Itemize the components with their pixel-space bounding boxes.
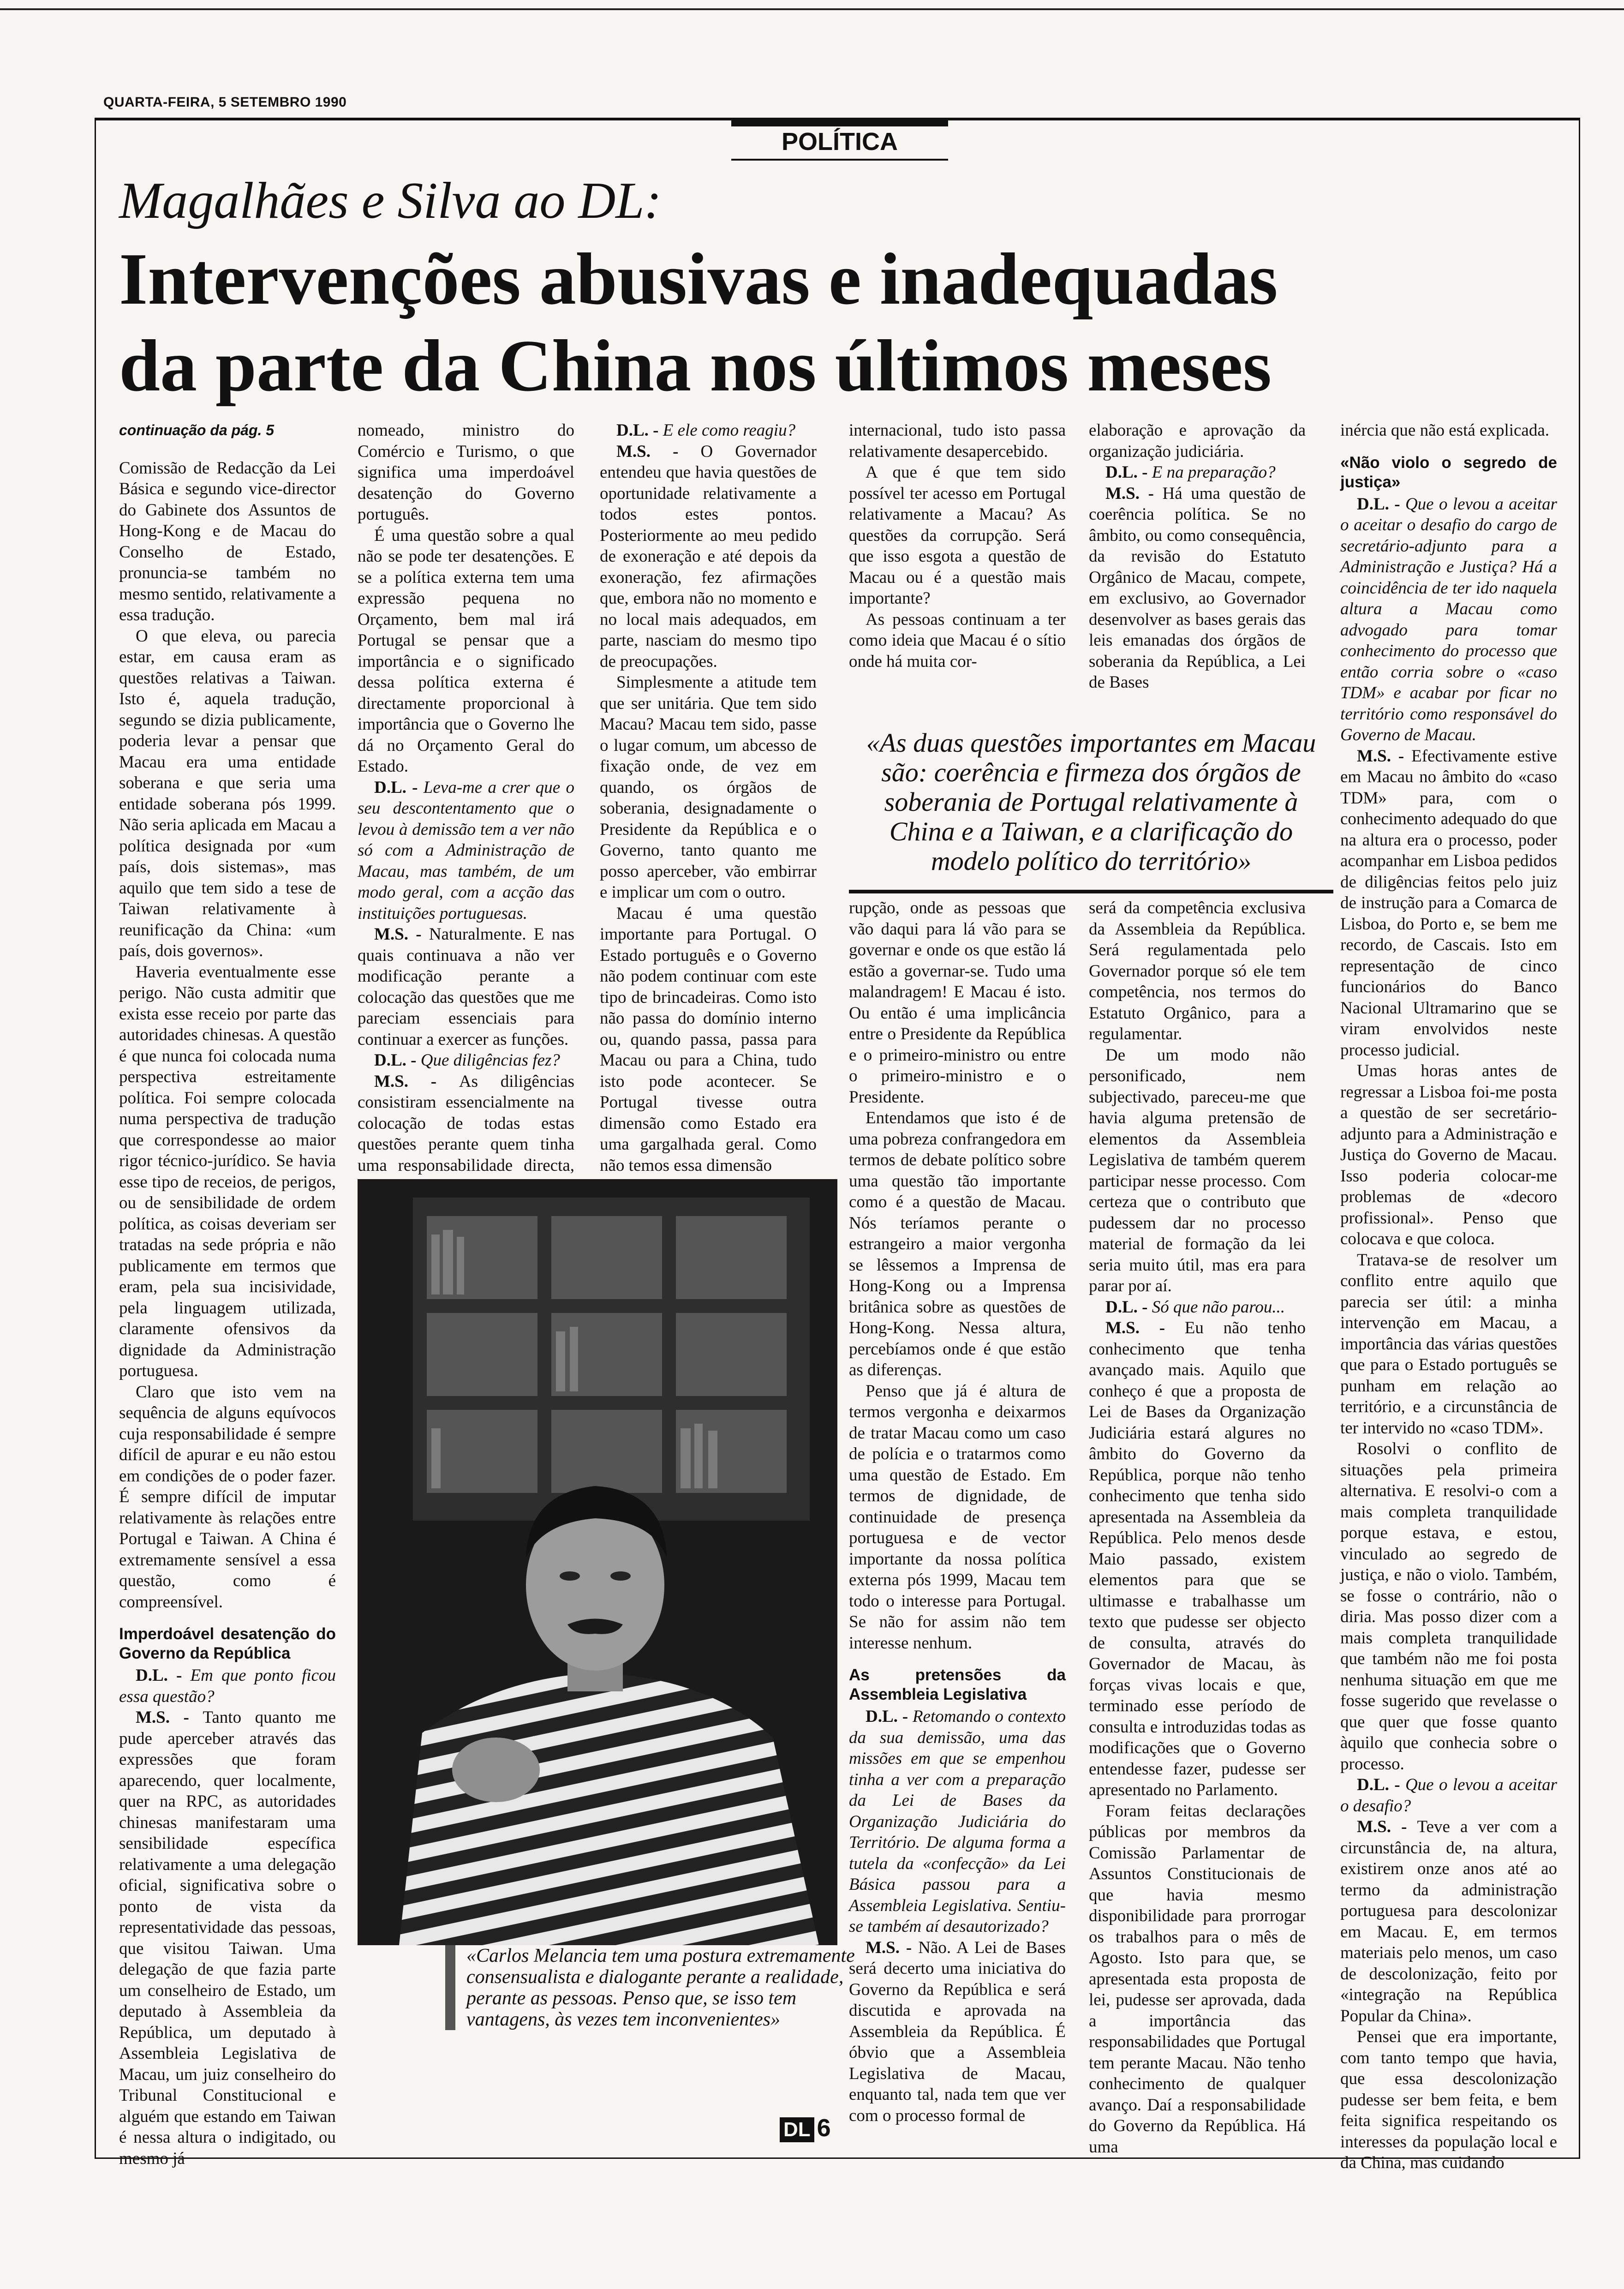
speaker-label: M.S. - xyxy=(1105,1318,1185,1337)
question-text: Em que ponto ficou essa questão? xyxy=(119,1666,336,1706)
headline-line-1: Intervenções abusivas e inadequadas xyxy=(119,238,1278,320)
speaker-label: M.S. - xyxy=(1105,484,1163,503)
question-text: E ele como reagiu? xyxy=(663,421,796,440)
answer-paragraph xyxy=(1089,483,1306,693)
answer-text: Tanto quanto me pude aperceber através das expressões que foram aparecendo, quer localmente, quer na RPC, as autoridades chinesas manifestaram uma sensibilidade específica relativamente a uma delegação oficial, significativa sobre o ponto de vista da representatividade das pessoas, que visitou Taiwan. Uma delegação de que fazia parte um conselheiro de Estado, um deputado à Assembleia da República, um deputado à Assembleia Legislativa de Macau, um juiz conselheiro do Tribunal Constitucional e alguém que estando em Taiwan é nessa altura o indigitado, ou mesmo já xyxy=(119,1708,336,2168)
pull-quote: «As duas questões importantes em Macau são: coerência e firmeza dos órgãos de soberania de Portugal relativamente à China e a Taiwan, e a clarificação do modelo político do território» xyxy=(849,720,1333,893)
answer-text: Naturalmente. E nas quais continuava a não ver modificação perante a colocação das questões que me pareciam essenciais para continuar a exercer as funções. xyxy=(358,925,574,1049)
subheading: «Não violo o segredo de justiça» xyxy=(1340,453,1557,491)
speaker-label: D.L. - xyxy=(1357,494,1405,514)
headline-line-2: da parte da China nos últimos meses xyxy=(119,324,1272,407)
speaker-label: D.L. - xyxy=(1105,463,1152,482)
question-text: Que o levou a aceitar o aceitar o desafio do cargo de secretário-adjunto para a Administração e Justiça? Há a coincidência de ter ido naquela altura a Macau como advogado para tomar conhecimento do processo que então corria sobre o «caso TDM» e acabar por ficar no território como responsável do Governo de Macau. xyxy=(1340,494,1557,744)
question-paragraph xyxy=(119,1665,336,1707)
section-label: POLÍTICA xyxy=(731,120,948,161)
question-paragraph xyxy=(1089,1297,1306,1318)
speaker-label: M.S. - xyxy=(866,1938,919,1957)
subheading: Imperdoável desatenção do Governo da República xyxy=(119,1625,336,1662)
article-column-5-bottom xyxy=(1089,898,1306,2157)
speaker-label: M.S. - xyxy=(374,925,429,944)
article-headline xyxy=(119,235,1568,409)
question-text: Retomando o contexto da sua demissão, uma das missões em que se empenhou tinha a ver com a preparação da Lei de Bases da Organização Judiciária do Território. De alguma forma a tutela da «confecção» da Lei Básica passou para a Assembleia Legislativa. Sentiu-se também aí desautorizado? xyxy=(849,1707,1066,1936)
photo-illustration xyxy=(358,1179,837,1945)
paragraph: inércia que não está explicada. xyxy=(1340,421,1550,440)
page-frame-left xyxy=(95,118,96,2157)
paragraph: O que eleva, ou parecia estar, em causa eram as questões relativas a Taiwan. Isto é, aquela tradução, segundo se dizia publicamente, poderia levar a pensar que Macau era uma entidade soberana e que seria uma entidade soberana pós 1999. Não seria aplicada em Macau a política designada por «um país, dois sistemas», mas aquilo que tem sido a tese de Taiwan relativamente à reunificação da China: «um país, dois governos». xyxy=(119,626,336,960)
paragraph: Umas horas antes de regressar a Lisboa foi-me posta a questão de ser secretário-adjunto para a Administração e Justiça do Governo de Macau. Isso poderia colocar-me problemas de «decoro profissional». Penso que colocava e que coloca. xyxy=(1340,1061,1557,1248)
paragraph: As pessoas continuam a ter como ideia que Macau é o sítio onde há muita cor- xyxy=(849,610,1066,671)
speaker-label: D.L. - xyxy=(1357,1775,1405,1794)
issue-date: QUARTA-FEIRA, 5 SETEMBRO 1990 xyxy=(103,95,347,110)
speaker-label: M.S. - xyxy=(1357,746,1412,766)
question-text: Só que não parou... xyxy=(1152,1297,1285,1317)
answer-text: Efectivamente estive em Macau no âmbito do «caso TDM» para, com o conhecimento adequado do que na altura era o processo, poder acompanhar em Lisboa pedidos de diligências feitos pelo juiz de instrução para a Comarca de Lisboa, do Porto e, se bem me recordo, de Cascais. Isto em representação de cinco funcionários do Banco Nacional Ultramarino que se viram envolvidos neste processo judicial. xyxy=(1340,746,1557,1060)
paragraph: será da competência exclusiva da Assembleia da República. Será regulamentada pelo Governador porque só ele tem competência, nos termos do Estatuto Orgânico, para a regulamentar. xyxy=(1089,899,1306,1043)
speaker-label: D.L. - xyxy=(374,1051,421,1070)
paragraph: Simplesmente a atitude tem que ser unitária. Que tem sido Macau? Macau tem sido, passe o lugar comum, um abcesso de fixação onde, de vez em quando, os órgãos de soberania, designadamente o Presidente da República e o Governo, tanto quanto me posso aperceber, vão embirrar e implicar um com o outro. xyxy=(600,673,817,902)
question-text: E na preparação? xyxy=(1152,463,1276,482)
paragraph: Entendamos que isto é de uma pobreza confrangedora em termos de debate político sobre uma questão tão importante como é a questão de Macau. Nós teríamos perante o estrangeiro a maior vergonha se lêssemos a Imprensa de Hong-Kong ou a Imprensa britânica sobre as questões de Hong-Kong. Nessa altura, percebíamos onde é que estão as diferenças. xyxy=(849,1109,1066,1379)
answer-text: Há uma questão de coerência política. Se no âmbito, ou como consequência, da revisão do Estatuto Orgânico de Macau, compete, em exclusivo, ao Governador desenvolver as bases gerais das leis emanadas dos órgãos de soberania da República, a Lei de Bases xyxy=(1089,484,1306,692)
article-column-5-top xyxy=(1089,420,1306,693)
paragraph: A que é que tem sido possível ter acesso em Portugal relativamente a Macau? As questões da corrupção. Será que isso esgota a questão de Macau ou é a questão mais importante? xyxy=(849,463,1066,608)
answer-paragraph xyxy=(358,924,574,1050)
question-paragraph xyxy=(600,420,817,441)
answer-text: Eu não tenho conhecimento que tenha avançado mais. Aquilo que conheço é que a proposta de Lei de Bases da Organização Judiciária estará algures no âmbito do Governo da República, porque não tenho conhecimento que tenha sido apresentada na Assembleia da República. Pelo menos desde Maio passado, existem elementos para que se ultimasse e trabalhasse um texto que pudesse ser objecto de consulta, através do Governador de Macau, às forças vivas locais e que, terminado esse período de consulta e introduzidas todas as modificações que o Governo entendesse fazer, pudesse ser apresentado no Parlamento. xyxy=(1089,1318,1306,1799)
answer-text: Teve a ver com a circunstância de, na altura, existirem onze anos até ao termo da administração portuguesa para descolonizar em Macau. E, em termos materiais pelo menos, um caso de descolonização, feito por «integração na República Popular da China». xyxy=(1340,1817,1557,2025)
answer-paragraph xyxy=(849,1937,1066,2127)
article-column-2 xyxy=(358,420,574,1218)
answer-paragraph xyxy=(1340,746,1557,1061)
speaker-label: D.L. - xyxy=(136,1666,191,1685)
answer-text: O Governador entendeu que havia questões de oportunidade relativamente a todos estes pontos. Posteriormente ao meu pedido de exoneração e até depois da exoneração, fez afirmações que, embora não no momento e no local mais adequados, em parte, nasciam do mesmo tipo de preocupações. xyxy=(600,442,817,671)
newspaper-logo: DL xyxy=(780,2117,814,2142)
question-paragraph xyxy=(1340,494,1557,746)
paragraph: Penso que já é altura de termos vergonha e deixarmos de tratar Macau como um caso de polícia e o tratarmos como uma questão de Estado. Em termos de dignidade, de continuidade de presença portuguesa e de vector importante da nossa política externa pós 1999, Macau tem todo o interesse para Portugal. Se não for assim não tem interesse nenhum. xyxy=(849,1381,1066,1653)
paragraph: Comissão de Redacção da Lei Básica e segundo vice-director do Gabinete dos Assuntos de Hong-Kong e de Macau do Conselho de Estado, pronuncia-se também no mesmo sentido, relativamente a essa tradução. xyxy=(119,458,336,624)
paragraph: Pensei que era importante, com tanto tempo que havia, que essa descolonização pudesse ser bem feita, e bem feita significa respeitando os interesses da população local e da China, mas cuidando xyxy=(1340,2027,1557,2172)
answer-text: As diligências consistiram essencialmente na colocação de todas estas questões perante quem tinha uma responsabilidade directa, xyxy=(358,1072,575,1175)
article-kicker: Magalhães e Silva ao DL: xyxy=(119,172,662,229)
article-column-3 xyxy=(600,420,817,1176)
speaker-label: M.S. - xyxy=(616,442,701,461)
paragraph: De um modo não personificado, nem subjectivado, pareceu-me que havia alguma pretensão de elementos da Assembleia Legislativa de também querem participar nesse processo. Com certeza que o contributo que pudessem dar no processo material de formação da lei seria muito útil, mas era para parar por aí. xyxy=(1089,1045,1306,1295)
paragraph: Haveria eventualmente esse perigo. Não custa admitir que exista esse receio por parte das autoridades chinesas. A questão é que nunca foi colocada numa perspectiva estreitamente política. Foi sempre colocada numa perspectiva de tradução que correspondesse ao maior rigor técnico-jurídico. Se havia esse tipo de receios, de perigos, ou de sensibilidade de ordem política, as coisas deveriam ser tratadas na sede própria e não publicamente em termos que eram, pela sua incisividade, pela linguagem utilizada, claramente ofensivos da dignidade da Administração portuguesa. xyxy=(119,962,336,1380)
page-folio xyxy=(780,2114,831,2142)
paragraph: nomeado, ministro do Comércio e Turismo, o que significa uma imperdoável desatenção do Governo português. xyxy=(358,421,574,524)
answer-paragraph xyxy=(1089,1318,1306,1801)
paragraph: É uma questão sobre a qual não se pode ter desatenções. E se a política externa tem uma expressão pequena no Orçamento, bem mal irá Portugal se pensar que a importância e o significado dessa política externa é directamente proporcional à importância que o Governo lhe dá no Orçamento Geral do Estado. xyxy=(358,526,574,776)
paragraph: Tratava-se de resolver um conflito entre aquilo que parecia ser útil: a minha intervenção em Macau, a importância das várias questões que para o Estado português se punham em relação ao território, e a circunstância de ter intervido no «caso TDM». xyxy=(1340,1250,1557,1438)
speaker-label: M.S. - xyxy=(1357,1817,1417,1836)
question-paragraph xyxy=(849,1706,1066,1937)
paragraph: internacional, tudo isto passa relativamente desapercebido. xyxy=(849,421,1066,461)
paragraph: Claro que isto vem na sequência de alguns equívocos cuja responsabilidade é sempre difícil de apurar e eu não estou em condições de o poder fazer. É sempre difícil de imputar relativamente às relações entre Portugal e Taiwan. A China é extremamente sensível a essa questão, como é compreensível. xyxy=(119,1382,336,1612)
paragraph: Rosolvi o conflito de situações pela primeira alternativa. E resolvi-o com a mais completa tranquilidade porque estava, e estou, vinculado ao segredo de justiça, e não o violo. Também, se fosse o contrário, não o diria. Mas posso dizer com a mais completa tranquilidade que também não me foi posta nenhuma situação em que me fosse sugerido que revelasse o que quer que fosse quanto àquilo que conhecia sobre o processo. xyxy=(1340,1439,1557,1774)
continuation-note: continuação da pág. 5 xyxy=(119,422,275,438)
speaker-label: D.L. - xyxy=(866,1707,913,1726)
article-column-6 xyxy=(1340,420,1557,2174)
speaker-label: D.L. - xyxy=(374,778,424,797)
speaker-label: M.S. - xyxy=(136,1708,203,1727)
answer-paragraph xyxy=(119,1707,336,2169)
interviewee-photo xyxy=(358,1179,837,1945)
answer-paragraph xyxy=(1340,1816,1557,2026)
question-paragraph xyxy=(1089,462,1306,483)
question-text: Que o levou a aceitar o desafio? xyxy=(1340,1775,1557,1816)
article-column-1 xyxy=(119,420,336,2169)
speaker-label: D.L. - xyxy=(616,421,663,440)
subheading: As pretensões da Assembleia Legislativa xyxy=(849,1666,1066,1703)
paragraph: rupção, onde as pessoas que vão daqui para lá vão para se governar e onde os que estão lá estão a governar-se. Tudo uma malandragem! E Macau é isto. Ou então é uma implicância entre o Presidente da República e o primeiro-ministro ou entre o primeiro-ministro e o Presidente. xyxy=(849,899,1066,1107)
answer-paragraph xyxy=(600,441,817,672)
page-number: 6 xyxy=(817,2114,831,2142)
article-column-4-bottom xyxy=(849,898,1066,2126)
question-text: Que diligências fez? xyxy=(420,1051,560,1070)
photo-caption: «Carlos Melancia tem uma postura extremamente consensualista e dialogante perante a realidade, perante as pessoas. Penso que, se isso tem vantagens, às vezes tem inconvenientes» xyxy=(445,1945,859,2030)
question-text: Leva-me a crer que o seu descontentamento que o levou à demissão tem a ver não só com a Administração de Macau, mas também, de um modo geral, com a acção das instituições portuguesas. xyxy=(358,778,574,923)
paragraph: Macau é uma questão importante para Portugal. O Estado português e o Governo não podem continuar com este tipo de brincadeiras. Como isto não passa do domínio interno ou, quando passa, passa para Macau ou para a China, tudo isto pode acontecer. Se Portugal tivesse outra dimensão como Estado era uma gargalhada geral. Como não temos essa dimensão xyxy=(600,904,817,1175)
scan-edge-line xyxy=(0,8,1624,10)
question-paragraph xyxy=(358,1050,574,1071)
speaker-label: D.L. - xyxy=(1105,1297,1152,1317)
question-paragraph xyxy=(1340,1774,1557,1816)
paragraph: Foram feitas declarações públicas por membros da Comissão Parlamentar de Assuntos Constitucionais de que havia mesmo disponibilidade para prorrogar os trabalhos para o mês de Agosto. Isto para que, se apresentada esta proposta de lei, pudesse ser aprovada, dada a importância das responsabilidades que Portugal tem perante Macau. Não tenho conhecimento de qualquer avanço. Daí a responsabilidade do Governo da República. Há uma xyxy=(1089,1801,1306,2157)
page-frame-right xyxy=(1579,118,1580,2157)
answer-text: Não. A Lei de Bases será decerto uma iniciativa do Governo da República e será discutida e aprovada na Assembleia da República. É óbvio que a Assembleia Legislativa de Macau, enquanto tal, nada tem que ver com o processo formal de xyxy=(849,1938,1066,2125)
paragraph: elaboração e aprovação da organização judiciária. xyxy=(1089,421,1306,461)
article-column-4-top xyxy=(849,420,1066,672)
question-paragraph xyxy=(358,777,574,924)
speaker-label: M.S. - xyxy=(374,1072,459,1091)
